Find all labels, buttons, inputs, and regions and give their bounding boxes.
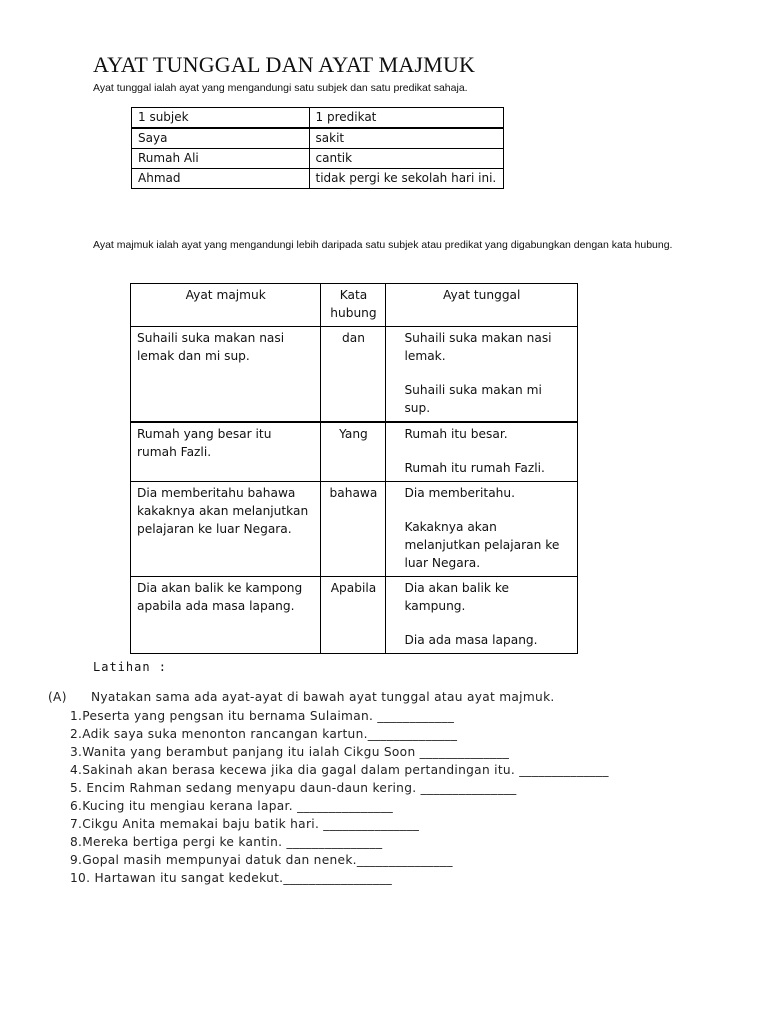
- table-header-row: [132, 108, 504, 129]
- definition-ayat-tunggal: Ayat tunggal ialah ayat yang mengandungi satu subjek dan satu predikat sahaja.: [93, 82, 468, 94]
- table-row: [131, 327, 578, 423]
- cell-subjek: Ahmad: [132, 169, 310, 189]
- cell-ayat-tunggal: [386, 327, 578, 423]
- ayat-tunggal-2: Kakaknya akan melanjutkan pelajaran ke luar Negara.: [404, 520, 560, 570]
- question-item: 4.Sakinah akan berasa kecewa jika dia gagal dalam pertandingan itu. ______________: [70, 763, 609, 777]
- cell-ayat-tunggal: [386, 422, 578, 482]
- table-ayat-tunggal: [131, 107, 504, 189]
- ayat-tunggal-1: Suhaili suka makan nasi lemak.: [404, 331, 552, 363]
- question-item: 8.Mereka bertiga pergi ke kantin. _______________: [70, 835, 383, 849]
- question-item: 9.Gopal masih mempunyai datuk dan nenek._______________: [70, 853, 453, 867]
- table-row: [132, 149, 504, 169]
- section-a-instruction: Nyatakan sama ada ayat-ayat di bawah ayat tunggal atau ayat majmuk.: [91, 690, 555, 704]
- section-a-label: (A): [48, 690, 67, 704]
- question-item: 1.Peserta yang pengsan itu bernama Sulaiman. ____________: [70, 709, 455, 723]
- table-ayat-majmuk: [130, 283, 578, 654]
- table-row: [132, 169, 504, 189]
- question-item: 2.Adik saya suka menonton rancangan kartun.______________: [70, 727, 458, 741]
- table-row: [131, 482, 578, 577]
- header-ayat-tunggal: Ayat tunggal: [386, 284, 578, 327]
- ayat-tunggal-2: Dia ada masa lapang.: [404, 633, 538, 647]
- ayat-tunggal-1: Rumah itu besar.: [404, 427, 508, 441]
- ayat-tunggal-1: Dia akan balik ke kampung.: [404, 581, 509, 613]
- question-item: 10. Hartawan itu sangat kedekut._________________: [70, 871, 393, 885]
- cell-predikat: sakit: [309, 128, 503, 149]
- question-item: 5. Encim Rahman sedang menyapu daun-daun kering. _______________: [70, 781, 517, 795]
- cell-ayat-majmuk: Suhaili suka makan nasi lemak dan mi sup.: [131, 327, 321, 423]
- page-title: AYAT TUNGGAL DAN AYAT MAJMUK: [93, 52, 476, 77]
- cell-predikat: tidak pergi ke sekolah hari ini.: [309, 169, 503, 189]
- cell-subjek: Rumah Ali: [132, 149, 310, 169]
- latihan-heading: Latihan :: [93, 660, 168, 674]
- table-row: [132, 128, 504, 149]
- cell-subjek: Saya: [132, 128, 310, 149]
- cell-ayat-tunggal: [386, 577, 578, 654]
- cell-kata-hubung: Apabila: [321, 577, 386, 654]
- cell-ayat-majmuk: Dia akan balik ke kampong apabila ada masa lapang.: [131, 577, 321, 654]
- cell-kata-hubung: dan: [321, 327, 386, 423]
- header-ayat-majmuk: Ayat majmuk: [131, 284, 321, 327]
- cell-predikat: cantik: [309, 149, 503, 169]
- header-kata-hubung: Kata hubung: [321, 284, 386, 327]
- table-row: [131, 577, 578, 654]
- question-item: 7.Cikgu Anita memakai baju batik hari. _______________: [70, 817, 420, 831]
- definition-ayat-majmuk: Ayat majmuk ialah ayat yang mengandungi lebih daripada satu subjek atau predikat yang digabungkan dengan kata hubung.: [93, 239, 673, 251]
- header-subjek: 1 subjek: [132, 108, 310, 129]
- ayat-tunggal-2: Rumah itu rumah Fazli.: [404, 461, 545, 475]
- header-predikat: 1 predikat: [309, 108, 503, 129]
- cell-ayat-majmuk: Dia memberitahu bahawa kakaknya akan melanjutkan pelajaran ke luar Negara.: [131, 482, 321, 577]
- ayat-tunggal-1: Dia memberitahu.: [404, 486, 515, 500]
- cell-ayat-tunggal: [386, 482, 578, 577]
- cell-kata-hubung: bahawa: [321, 482, 386, 577]
- table-row: [131, 422, 578, 482]
- question-item: 6.Kucing itu mengiau kerana lapar. _______________: [70, 799, 393, 813]
- ayat-tunggal-2: Suhaili suka makan mi sup.: [404, 383, 542, 415]
- cell-ayat-majmuk: Rumah yang besar itu rumah Fazli.: [131, 422, 321, 482]
- question-item: 3.Wanita yang berambut panjang itu ialah Cikgu Soon ______________: [70, 745, 510, 759]
- table-header-row: [131, 284, 578, 327]
- cell-kata-hubung: Yang: [321, 422, 386, 482]
